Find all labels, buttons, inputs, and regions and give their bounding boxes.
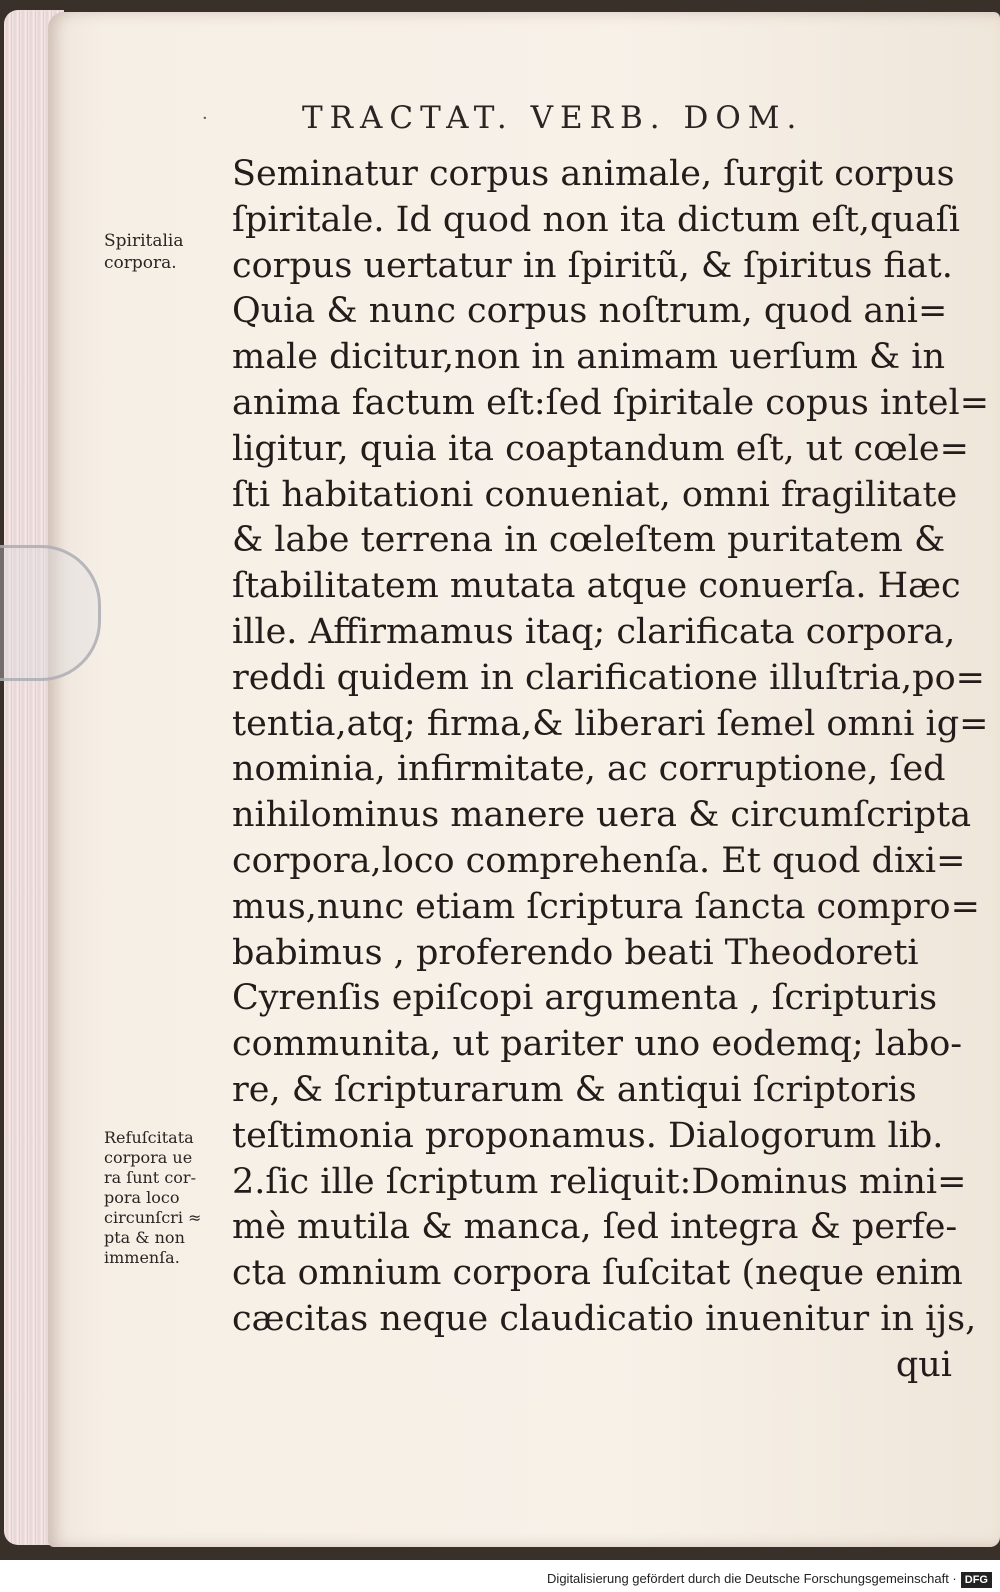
margin-note-resuscitata [104, 1128, 234, 1268]
text-line: cæcitas neque claudicatio inuenitur in ijs, [232, 1298, 977, 1339]
text-line: ſtabilitatem mutata atque conuerſa. Hæc [232, 566, 961, 607]
text-line: Quia & nunc corpus noſtrum, quod ani= [232, 291, 948, 332]
main-text-block [232, 152, 990, 1389]
text-line: reddi quidem in clarificatione illuſtria,po= [232, 657, 985, 698]
text-line: male dicitur,non in animam uerſum & in [232, 337, 946, 378]
text-line: nihilominus manere uera & circumſcripta [232, 795, 972, 836]
margin-note-line: immenſa. [104, 1248, 180, 1267]
text-line: ſti habitationi conueniat, omni fragilitate [232, 474, 958, 515]
margin-note-spiritalia [104, 230, 234, 274]
margin-note-line: Refuſcitata [104, 1128, 194, 1147]
text-line: ſpiritale. Id quod non ita dictum eſt,quaſi [232, 199, 960, 240]
text-line: corpus uertatur in ſpiritũ, & ſpiritus fiat. [232, 245, 953, 286]
text-line: cta omnium corpora ſuſcitat (neque enim [232, 1253, 963, 1294]
margin-note-line: Spiritalia [104, 231, 184, 251]
text-line: tentia,atq; firma,& liberari ſemel omni ig= [232, 703, 989, 744]
text-line: ligitur, quia ita coaptandum eſt, ut cœle= [232, 428, 969, 469]
text-line: teſtimonia proponamus. Dialogorum lib. [232, 1115, 944, 1156]
page-clip [0, 545, 101, 681]
footer-credit-text: Digitalisierung gefördert durch die Deutsche Forschungsgemeinschaft · [547, 1571, 957, 1586]
margin-note-line: pta & non [104, 1228, 185, 1247]
text-line: mus,nunc etiam ſcriptura ſancta compro= [232, 886, 980, 927]
margin-note-line: corpora. [104, 253, 177, 273]
margin-note-line: circunſcri ≈ [104, 1208, 202, 1227]
text-line: Seminatur corpus animale, ſurgit corpus [232, 154, 955, 194]
footer-credit [0, 1566, 1000, 1592]
margin-note-line: corpora ue [104, 1148, 193, 1167]
text-line: corpora,loco comprehenſa. Et quod dixi= [232, 840, 966, 881]
catchword: qui [895, 1344, 952, 1385]
running-head: TRACTAT. VERB. DOM. [302, 100, 804, 136]
text-line: & labe terrena in cœleſtem puritatem & [232, 520, 946, 561]
dfg-logo: DFG [961, 1572, 992, 1588]
head-mark: · [202, 108, 208, 129]
text-line: mè mutila & manca, ſed integra & perfe- [232, 1207, 958, 1248]
text-line: babimus , proferendo beati Theodoreti [232, 932, 919, 973]
text-line: re, & ſcripturarum & antiqui ſcriptoris [232, 1069, 917, 1110]
text-line: 2.ſic ille ſcriptum reliquit:Dominus mini= [232, 1161, 967, 1202]
text-line: communita, ut pariter uno eodemq; labo- [232, 1024, 963, 1065]
margin-note-line: pora loco [104, 1188, 180, 1207]
text-line: Cyrenſis epiſcopi argumenta , ſcripturis [232, 978, 938, 1019]
text-line: nominia, infirmitate, ac corruptione, ſed [232, 749, 946, 790]
text-line: anima factum eſt:ſed ſpiritale copus intel= [232, 382, 990, 423]
text-line: ille. Affirmamus itaq; clarificata corpora, [232, 611, 956, 652]
margin-note-line: ra ſunt cor- [104, 1168, 196, 1187]
